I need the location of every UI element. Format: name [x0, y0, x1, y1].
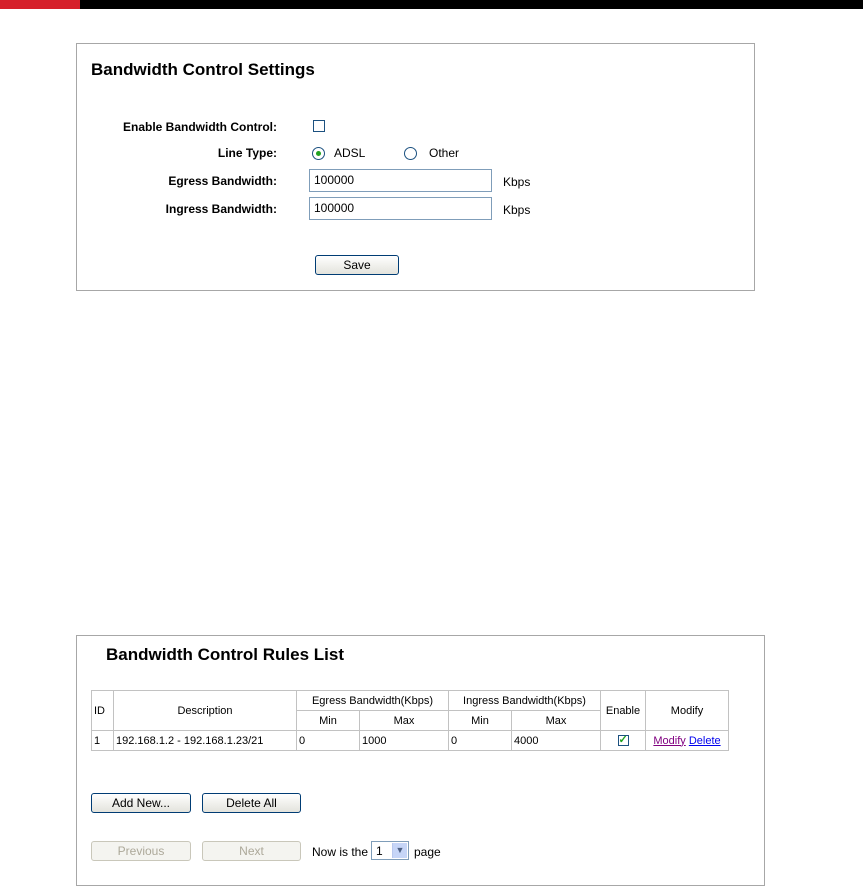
line-type-adsl-radio[interactable]: [312, 147, 325, 160]
header-enable: Enable: [601, 691, 646, 731]
delete-link[interactable]: Delete: [688, 734, 721, 747]
page-select-value: 1: [376, 844, 383, 858]
next-button[interactable]: Next: [202, 841, 301, 861]
egress-bandwidth-label: Egress Bandwidth:: [168, 174, 277, 188]
ingress-bandwidth-label: Ingress Bandwidth:: [165, 202, 277, 216]
line-type-other-label: Other: [429, 146, 460, 160]
modify-link[interactable]: Modify: [653, 734, 686, 747]
top-banner: [0, 0, 863, 9]
settings-title: Bandwidth Control Settings: [91, 60, 315, 79]
table-row: [92, 731, 729, 751]
ingress-unit-label: Kbps: [503, 203, 531, 217]
cell-egress-max: 1000: [360, 731, 449, 751]
rules-title: Bandwidth Control Rules List: [106, 645, 344, 664]
header-description: Description: [114, 691, 297, 731]
line-type-label: Line Type:: [217, 146, 277, 160]
cell-ingress-min: 0: [449, 731, 512, 751]
line-type-other-radio[interactable]: [404, 147, 417, 160]
ingress-bandwidth-input[interactable]: 100000: [309, 197, 492, 220]
egress-unit-label: Kbps: [503, 175, 531, 189]
cell-description: 192.168.1.2 - 192.168.1.23/21: [114, 731, 297, 751]
save-button[interactable]: Save: [315, 255, 399, 275]
header-ingress: Ingress Bandwidth(Kbps): [449, 691, 601, 711]
delete-all-button[interactable]: Delete All: [202, 793, 301, 813]
enable-bandwidth-checkbox[interactable]: [313, 120, 325, 132]
page-select[interactable]: [371, 841, 409, 860]
chevron-down-icon: ▼: [392, 843, 407, 858]
page-prefix-text: Now is the: [312, 845, 369, 859]
rule-enable-checkbox[interactable]: [618, 735, 629, 746]
rules-table: [91, 690, 729, 751]
header-egress: Egress Bandwidth(Kbps): [297, 691, 449, 711]
add-new-button[interactable]: Add New...: [91, 793, 191, 813]
enable-bandwidth-label: Enable Bandwidth Control:: [123, 120, 277, 134]
header-egress-max: Max: [360, 711, 449, 731]
header-egress-min: Min: [297, 711, 360, 731]
cell-modify: [646, 731, 729, 751]
cell-egress-min: 0: [297, 731, 360, 751]
header-ingress-max: Max: [512, 711, 601, 731]
brand-accent-bar: [0, 0, 80, 9]
cell-id: 1: [92, 731, 114, 751]
previous-button[interactable]: Previous: [91, 841, 191, 861]
line-type-adsl-label: ADSL: [334, 146, 366, 160]
cell-enable: [601, 731, 646, 751]
header-ingress-min: Min: [449, 711, 512, 731]
header-modify: Modify: [646, 691, 729, 731]
bandwidth-settings-panel: [76, 43, 755, 291]
bandwidth-rules-panel: [76, 635, 765, 886]
egress-bandwidth-input[interactable]: 100000: [309, 169, 492, 192]
cell-ingress-max: 4000: [512, 731, 601, 751]
header-id: ID: [92, 691, 114, 731]
page-suffix-text: page: [414, 845, 441, 859]
